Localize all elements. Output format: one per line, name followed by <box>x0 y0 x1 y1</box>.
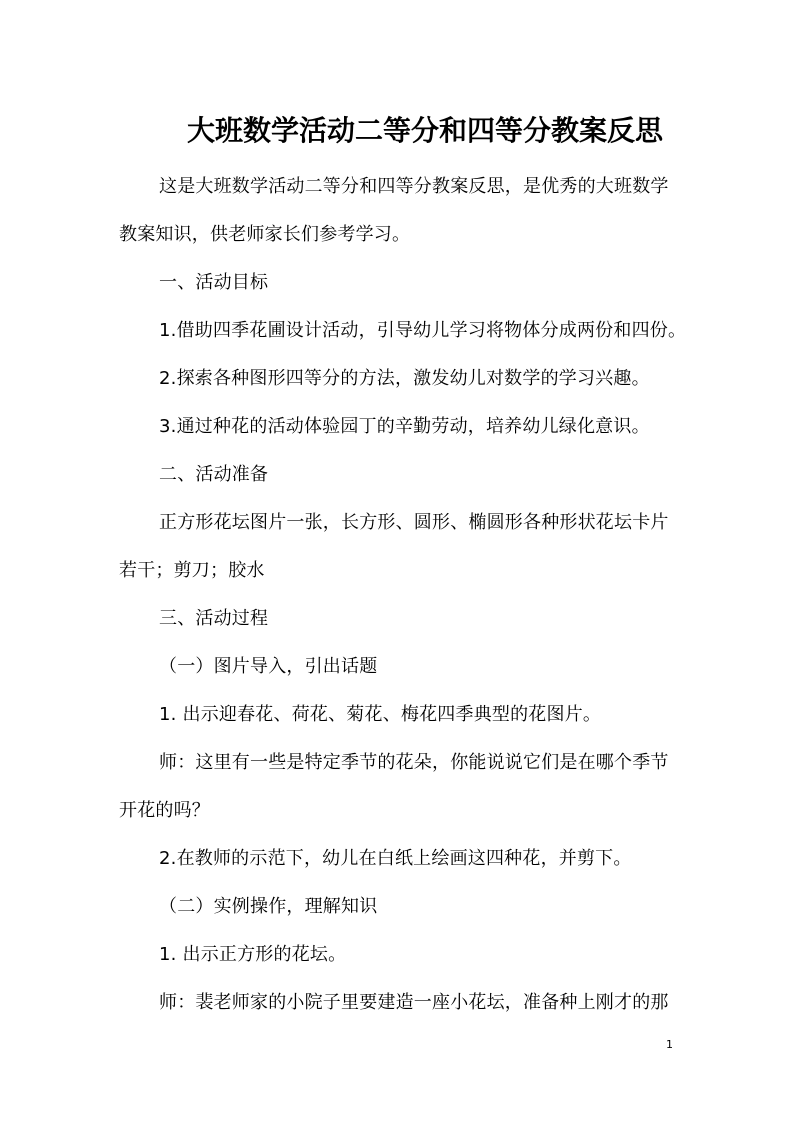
section-heading-goals: 一、活动目标 <box>159 272 269 293</box>
section-heading-preparation: 二、活动准备 <box>159 464 269 485</box>
document-title: 大班数学活动二等分和四等分教案反思 <box>186 113 663 147</box>
preparation-paragraph: 正方形花坛图片一张，长方形、圆形、椭圆形各种形状花坛卡片若干；剪刀；胶水 <box>119 512 669 581</box>
subsection-heading-1: （一）图片导入，引出话题 <box>159 656 378 677</box>
goal-item-3: 3.通过种花的活动体验园丁的辛勤劳动，培养幼儿绿化意识。 <box>159 416 650 437</box>
document-body <box>119 163 687 1027</box>
goal-item-2: 2.探索各种图形四等分的方法，激发幼儿对数学的学习兴趣。 <box>159 368 650 389</box>
process-step-1: 1. 出示迎春花、荷花、菊花、梅花四季典型的花图片。 <box>159 704 602 725</box>
intro-paragraph: 这是大班数学活动二等分和四等分教案反思，是优秀的大班数学教案知识，供老师家长们参考学习。 <box>119 176 669 245</box>
page-number: 1 <box>666 1038 673 1051</box>
process-step-2: 2.在教师的示范下，幼儿在白纸上绘画这四种花，并剪下。 <box>159 848 632 869</box>
section-heading-process: 三、活动过程 <box>159 608 269 629</box>
teacher-statement-paragraph: 师：裴老师家的小院子里要建造一座小花坛，准备种上刚才的那 <box>159 992 669 1013</box>
goal-item-1: 1.借助四季花圃设计活动，引导幼儿学习将物体分成两份和四份。 <box>159 320 687 341</box>
subsection-heading-2: （二）实例操作，理解知识 <box>159 896 378 917</box>
process-step-3: 1. 出示正方形的花坛。 <box>159 944 347 965</box>
teacher-question-paragraph: 师：这里有一些是特定季节的花朵，你能说说它们是在哪个季节开花的吗？ <box>119 752 669 821</box>
